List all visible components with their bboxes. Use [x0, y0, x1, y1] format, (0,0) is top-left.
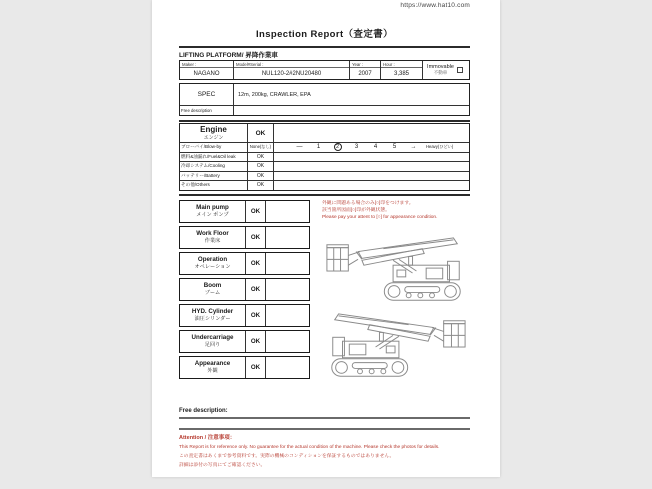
inspection-items-column: [179, 200, 310, 384]
section-label: LIFTING PLATFORM/ 昇降作業車: [179, 52, 278, 59]
appearance-note-line1: 外観に問題ある場合のみ[○]印をつけます。: [322, 200, 414, 206]
title-divider: [179, 46, 470, 48]
blowby-row: [180, 142, 469, 152]
item-notes: [266, 305, 309, 326]
scale-5: 5: [392, 144, 397, 151]
item-label: [180, 253, 246, 274]
crawler-lift-drawing-top: [322, 236, 470, 308]
maker-label: Maker :: [180, 61, 233, 68]
engine-table: [179, 123, 470, 191]
engine-title-jp: エンジン: [203, 135, 224, 141]
section-divider: [179, 194, 470, 196]
appearance-column: [322, 200, 470, 384]
engine-row-notes: [274, 153, 469, 162]
inspection-item-hyd-cylinder: [179, 304, 310, 327]
item-notes: [266, 331, 309, 352]
appearance-note-line2: 該当箇所図面[○]印が外観状態。: [322, 207, 390, 213]
engine-status: OK: [248, 124, 274, 142]
engine-row-label: 燃料&油漏れ/Fuel&Oil leak: [180, 153, 248, 162]
print-url-header: https://www.hat10.com: [400, 2, 470, 9]
blowby-label: ブローバイ/Blow-by: [180, 143, 248, 152]
item-label-jp: 足回り: [204, 342, 221, 349]
engine-row-cooling: [180, 161, 469, 171]
maker-value: NAGANO: [193, 71, 220, 77]
section-divider: [179, 120, 470, 122]
item-label-en: Undercarriage: [191, 333, 234, 341]
blowby-none-label: None(なし): [248, 143, 274, 152]
item-label-en: HYD. Cylinder: [191, 307, 234, 315]
status-ok: OK: [246, 227, 266, 248]
status-ok: OK: [248, 181, 274, 190]
engine-row-label: その他/Others: [180, 181, 248, 190]
free-description-label: Free description:: [179, 407, 228, 414]
attention-line-en: This Report is for reference only. No guarantee for the actual condition of the machine. Please check the photos for details.: [179, 444, 440, 450]
engine-row-notes: [274, 181, 469, 190]
item-label-en: Operation: [197, 255, 228, 263]
report-content: [179, 26, 470, 470]
status-ok: OK: [246, 357, 266, 378]
inspection-item-boom: [179, 278, 310, 301]
free-description-section: [179, 408, 470, 470]
model-serial-label: Model#Serial :: [234, 61, 349, 68]
hour-label: Hour :: [381, 61, 422, 68]
scale-arrow-icon: →: [410, 144, 417, 151]
engine-row-label: バッテリー/Battery: [180, 172, 248, 181]
item-label-en: Appearance: [194, 359, 231, 367]
status-ok: OK: [246, 279, 266, 300]
item-label-jp: ブーム: [204, 290, 221, 297]
inspection-item-undercarriage: [179, 330, 310, 353]
scale-dash: —: [296, 144, 303, 151]
item-notes: [266, 227, 309, 248]
item-label: [180, 305, 246, 326]
scale-1: 1: [316, 144, 321, 151]
item-label-jp: 油圧シリンダー: [194, 316, 231, 323]
free-description-line: [179, 417, 470, 419]
spec-value: 12m, 200kg, CRAWLER, EPA: [233, 84, 469, 105]
year-cell: [349, 61, 380, 79]
attention-line-jp1: この査定書はあくまで参考資料です。実際の機械のコンディションを保証するものではありません。: [179, 453, 395, 459]
status-ok: OK: [246, 331, 266, 352]
item-notes: [266, 357, 309, 378]
spec-free-description-label: Free description: [181, 108, 212, 113]
engine-row-notes: [274, 162, 469, 171]
spec-free-description-value: [233, 106, 469, 115]
spec-label: SPEC: [197, 91, 216, 98]
inspection-item-appearance: [179, 356, 310, 379]
engine-title-cell: [180, 124, 248, 142]
item-label-en: Boom: [203, 281, 222, 289]
item-label-en: Work Floor: [196, 229, 229, 237]
item-label-jp: 外観: [207, 368, 218, 375]
item-label: [180, 201, 246, 222]
inspection-item-operation: [179, 252, 310, 275]
engine-row-label: 冷却システム/Cooling: [180, 162, 248, 171]
immovable-label-jp: 不動車: [433, 70, 448, 75]
status-ok: OK: [248, 153, 274, 162]
year-value: 2007: [358, 71, 372, 77]
inspection-zone: [179, 200, 470, 384]
item-label-jp: メイン ポンプ: [196, 212, 229, 219]
inspection-item-work-floor: [179, 226, 310, 249]
appearance-note-line3: Please pay your attent to [○] for appearance condition.: [322, 215, 438, 221]
engine-row-fuel-oil-leak: [180, 152, 469, 162]
item-label-jp: 作業床: [204, 238, 221, 245]
engine-header-row: [180, 124, 469, 142]
engine-row-others: [180, 180, 469, 190]
engine-title-en: Engine: [200, 125, 227, 134]
item-notes: [266, 279, 309, 300]
immovable-checkbox: [457, 67, 463, 73]
item-notes: [266, 253, 309, 274]
model-serial-cell: [233, 61, 349, 79]
scale-3: 3: [354, 144, 359, 151]
status-ok: OK: [248, 172, 274, 181]
maker-cell: [180, 61, 233, 79]
item-label: [180, 331, 246, 352]
scale-heavy-label: Heavy(ひどい): [426, 144, 454, 150]
item-notes: [266, 201, 309, 222]
hour-value: 3,385: [393, 71, 409, 77]
engine-header-notes: [274, 124, 469, 142]
engine-row-notes: [274, 172, 469, 181]
spec-table: [179, 83, 470, 116]
attention-label: Attention / 注意事項：: [179, 434, 236, 441]
page-title: Inspection Report（査定書）: [255, 29, 394, 40]
scale-4: 4: [373, 144, 378, 151]
immovable-labels: [427, 64, 454, 76]
item-label-jp: オペレーション: [194, 264, 231, 271]
scale-2-selected: 2: [334, 143, 342, 151]
immovable-cell: [422, 61, 467, 79]
item-label: [180, 227, 246, 248]
year-label: Year :: [350, 61, 380, 68]
spec-free-description-row: [180, 105, 469, 115]
hour-cell: [380, 61, 422, 79]
item-label-en: Main pump: [196, 203, 229, 211]
inspection-item-main-pump: [179, 200, 310, 223]
model-serial-value: NUL120-2#2NU20480: [261, 71, 322, 77]
attention-line-jp2: 詳細は添付の写真にてご確認ください。: [179, 462, 266, 468]
spec-row: [180, 84, 469, 105]
immovable-label: Immovable: [427, 64, 454, 70]
machine-info-table: [179, 60, 470, 80]
status-ok: OK: [246, 253, 266, 274]
blowby-scale: [274, 143, 469, 152]
crawler-lift-drawing-bottom: [322, 312, 470, 384]
free-description-line: [179, 428, 470, 430]
item-label: [180, 357, 246, 378]
status-ok: OK: [246, 305, 266, 326]
report-page: [152, 0, 500, 477]
engine-row-battery: [180, 171, 469, 181]
item-label: [180, 279, 246, 300]
status-ok: OK: [248, 162, 274, 171]
status-ok: OK: [246, 201, 266, 222]
